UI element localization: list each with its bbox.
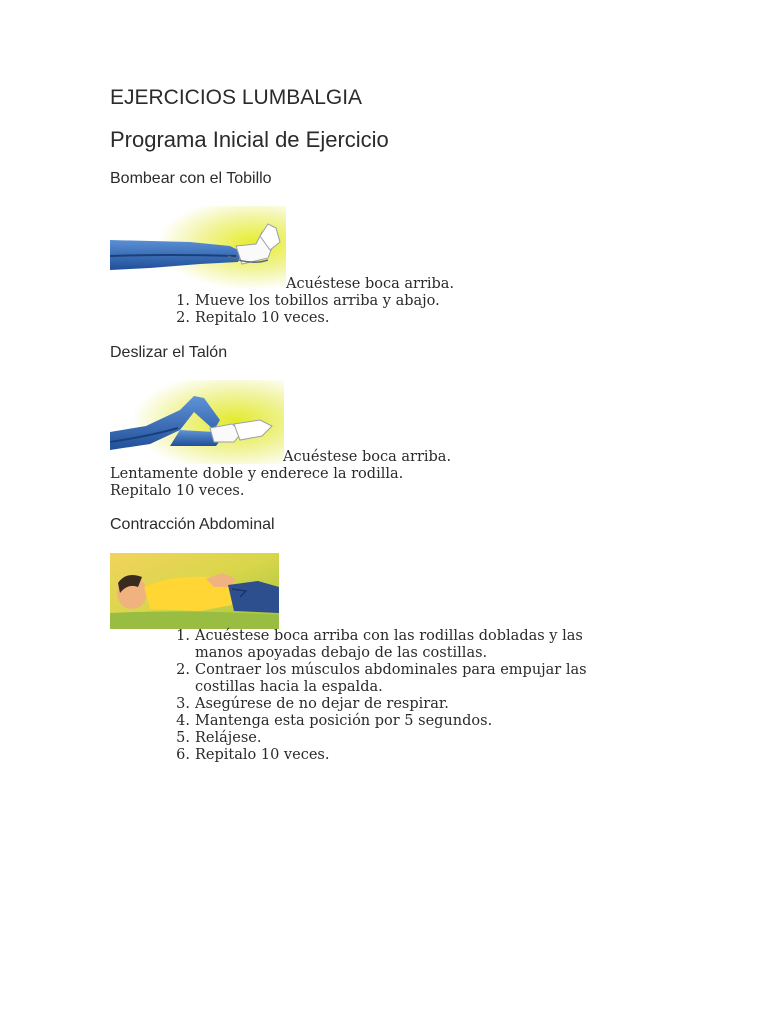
list-text: Mueve los tobillos arriba y abajo. [195, 293, 440, 309]
list-number: 2. [176, 310, 190, 326]
list-number: 5. [176, 730, 190, 746]
list-number: 4. [176, 713, 190, 729]
list-number: 2. [176, 662, 190, 678]
list-item [110, 293, 630, 310]
heel-slide-intro: Acuéstese boca arriba. [283, 449, 452, 465]
section-heading-ankle-pump: Bombear con el Tobillo [110, 170, 272, 187]
list-text: Relájese. [195, 730, 262, 746]
document-title: EJERCICIOS LUMBALGIA [110, 86, 363, 109]
list-number: 3. [176, 696, 190, 712]
abdominal-contraction-illustration [110, 553, 279, 629]
list-number: 6. [176, 747, 190, 763]
list-text-continued: manos apoyadas debajo de las costillas. [195, 645, 488, 661]
list-item [110, 696, 630, 713]
list-number: 1. [176, 628, 190, 644]
ankle-pump-illustration [110, 206, 286, 290]
list-text: Repitalo 10 veces. [195, 310, 330, 326]
list-item [110, 310, 630, 327]
list-number: 1. [176, 293, 190, 309]
list-item [110, 730, 630, 747]
list-text: Contraer los músculos abdominales para empujar las [195, 662, 587, 678]
heel-slide-line-2: Repitalo 10 veces. [110, 483, 245, 499]
ankle-pump-intro: Acuéstese boca arriba. [286, 276, 455, 292]
section-heading-abdominal: Contracción Abdominal [110, 516, 275, 533]
abdominal-steps [110, 628, 630, 764]
list-item [110, 747, 630, 764]
list-text: Repitalo 10 veces. [195, 747, 330, 763]
heel-slide-line-1: Lentamente doble y enderece la rodilla. [110, 466, 404, 482]
list-item [110, 628, 630, 662]
ankle-pump-steps [110, 293, 630, 327]
section-heading-heel-slide: Deslizar el Talón [110, 344, 228, 361]
list-text: Mantenga esta posición por 5 segundos. [195, 713, 493, 729]
heel-slide-illustration [110, 380, 284, 464]
list-text: Acuéstese boca arriba con las rodillas dobladas y las [195, 628, 583, 644]
list-text: Asegúrese de no dejar de respirar. [195, 696, 449, 712]
list-item [110, 713, 630, 730]
document-subtitle: Programa Inicial de Ejercicio [110, 127, 389, 152]
list-item [110, 662, 630, 696]
list-text-continued: costillas hacia la espalda. [195, 679, 383, 695]
